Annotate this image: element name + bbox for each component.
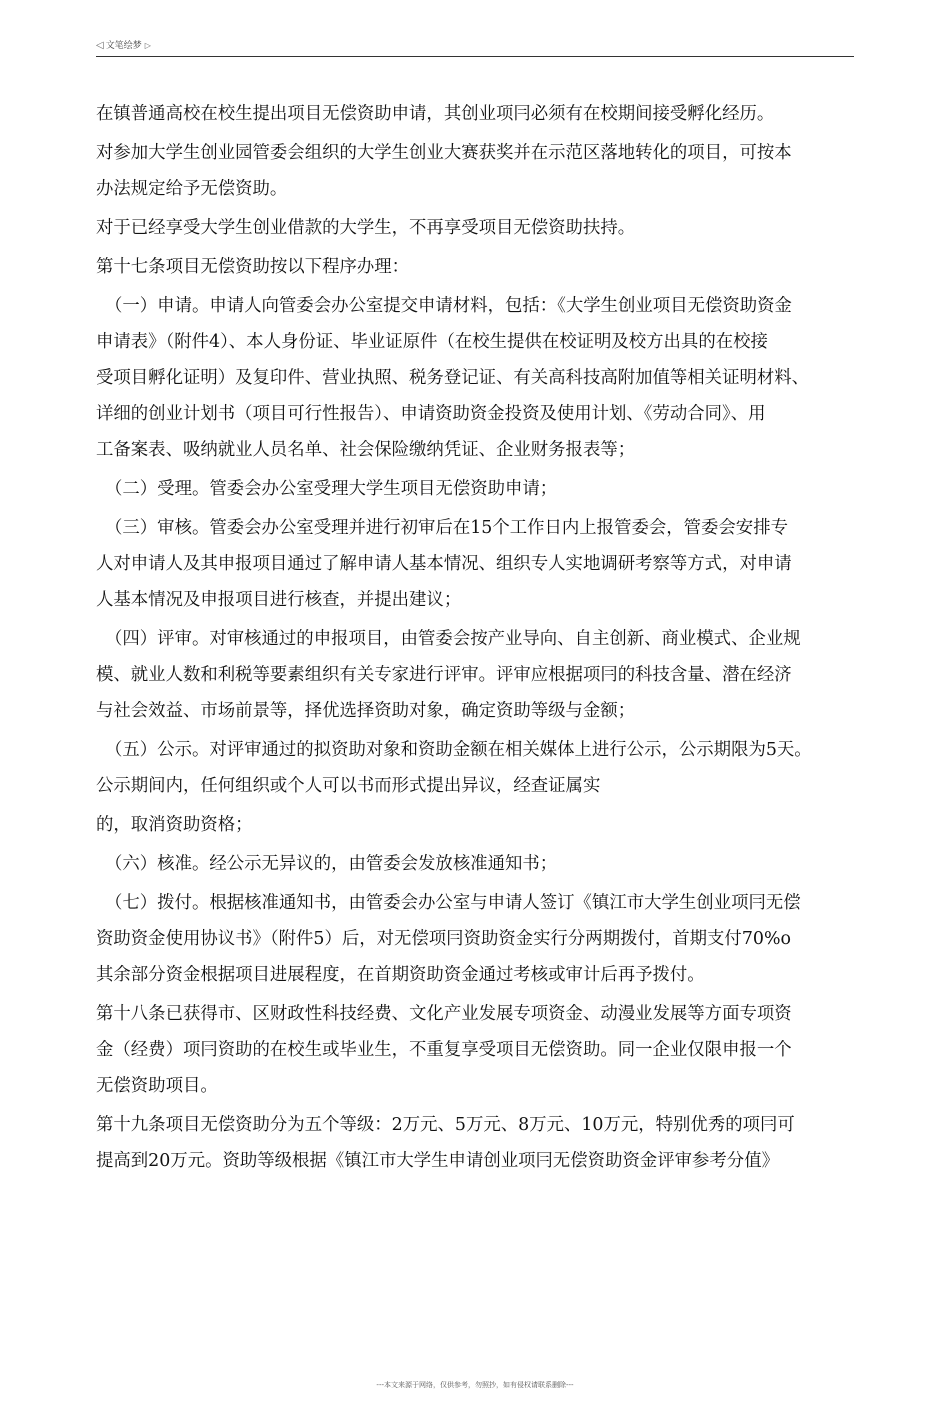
text-line: 工备案表、吸纳就业人员名单、社会保险缴纳凭证、企业财务报表等； [96,440,636,460]
text-line: 第十九条项目无偿资助分为五个等级：2万元、5万元、8万元、10万元，特别优秀的项冃可 [96,1115,795,1135]
text-line: 对参加大学生创业园管委会组织的大学生创业大赛获奖并在示范区落地转化的项目，可按本 [96,143,792,163]
text-line: （二）受理。管委会办公室受理大学生项目无偿资助申请； [105,479,558,499]
text-line: 人基本情况及申报项目进行核查，并提出建议； [96,590,462,610]
text-line: 其余部分资金根据项目进展程度，在首期资助资金通过考核或审计后再予拨付。 [96,965,705,985]
text-line: 与社会效益、市场前景等，择优选择资助对象，确定资助等级与金额； [96,701,636,721]
text-line: 第十七条项目无偿资助按以下程序办理： [96,257,410,277]
paragraph-gap [96,1179,866,1182]
text-line: 受项目孵化证明）及复印件、营业执照、税务登记证、有关高科技高附加值等相关证明材料、 [96,368,810,388]
text-line: 在镇普通高校在校生提出项目无偿资助申请，其创业项冃必须有在校期间接受孵化经历。 [96,104,775,124]
text-line: （一）申请。申请人向管委会办公室提交申请材料，包括：《大学生创业项目无偿资助资金 [105,296,792,316]
text-line: 无偿资助项目。 [96,1076,218,1096]
text-line: （七）拨付。根据核准通知书，由管委会办公室与申请人签订《镇江市大学生创业项冃无偿 [105,893,801,913]
page-footer: ---本文来源于网络，仅供参考，勿照抄，如有侵权请联系删除--- [376,1381,574,1389]
paragraph [96,135,866,207]
right-triangle-icon: ▷ [144,41,151,50]
text-line: 提高到20万元。资助等级根据《镇江市大学生申请创业项冃无偿资助资金评审参考分值》 [96,1151,779,1171]
paragraph [96,249,866,285]
paragraph [96,621,866,729]
text-line: 的，取消资助资格； [96,815,253,835]
text-line: 第十八条已获得市、区财政性科技经费、文化产业发展专项资金、动漫业发展等方面专项资 [96,1004,792,1024]
text-line: 模、就业人数和利税等要素组织有关专家进行评审。评审应根据项冃的科技含量、潜在经济 [96,665,792,685]
paragraph [96,846,866,882]
paragraph [96,210,866,246]
text-line: 申请表》（附件4）、本人身份证、毕业证原件（在校生提供在校证明及校方出具的在校接 [96,332,768,352]
text-line: （六）核准。经公示无异议的，由管委会发放核准通知书； [105,854,558,874]
paragraph [96,885,866,993]
paragraph [96,1107,866,1179]
paragraph [96,96,866,132]
left-triangle-icon: ◁ [96,40,104,51]
text-line: 金（经费）项冃资助的在校生或毕业生，不重复享受项目无偿资助。同一企业仅限申报一个 [96,1040,792,1060]
text-line: 详细的创业计划书（项目可行性报告）、申请资助资金投资及使用计划、《劳动合同》、用 [96,404,766,424]
paragraph [96,996,866,1104]
text-line: （四）评审。对审核通过的申报项目，由管委会按产业导向、自主创新、商业模式、企业规 [105,629,801,649]
header-title: 文笔绘梦 [105,41,142,51]
text-line: 对于已经享受大学生创业借款的大学生，不再享受项目无偿资助扶持。 [96,218,636,238]
paragraph [96,732,866,804]
paragraph [96,288,866,468]
text-line: （三）审核。管委会办公室受理并进行初审后在15个工作日内上报管委会，管委会安排专 [105,518,788,538]
text-line: （五）公示。对评审通过的拟资助对象和资助金额在相关媒体上进行公示，公示期限为5天。 [105,740,812,760]
text-line: 办法规定给予无偿资助。 [96,179,288,199]
page-header [96,38,854,57]
document-body [96,96,866,1182]
paragraph [96,510,866,618]
text-line: 人对申请人及其申报项目通过了解申请人基本情况、组织专人实地调研考察等方式，对申请 [96,554,792,574]
text-line: 公示期间内，任何组织或个人可以书而形式提出异议，经查证属实 [96,776,601,796]
paragraph [96,807,866,843]
paragraph [96,471,866,507]
text-line: 资助资金使用协议书》（附件5）后，对无偿项冃资助资金实行分两期拨付，首期支付70%o [96,929,791,949]
